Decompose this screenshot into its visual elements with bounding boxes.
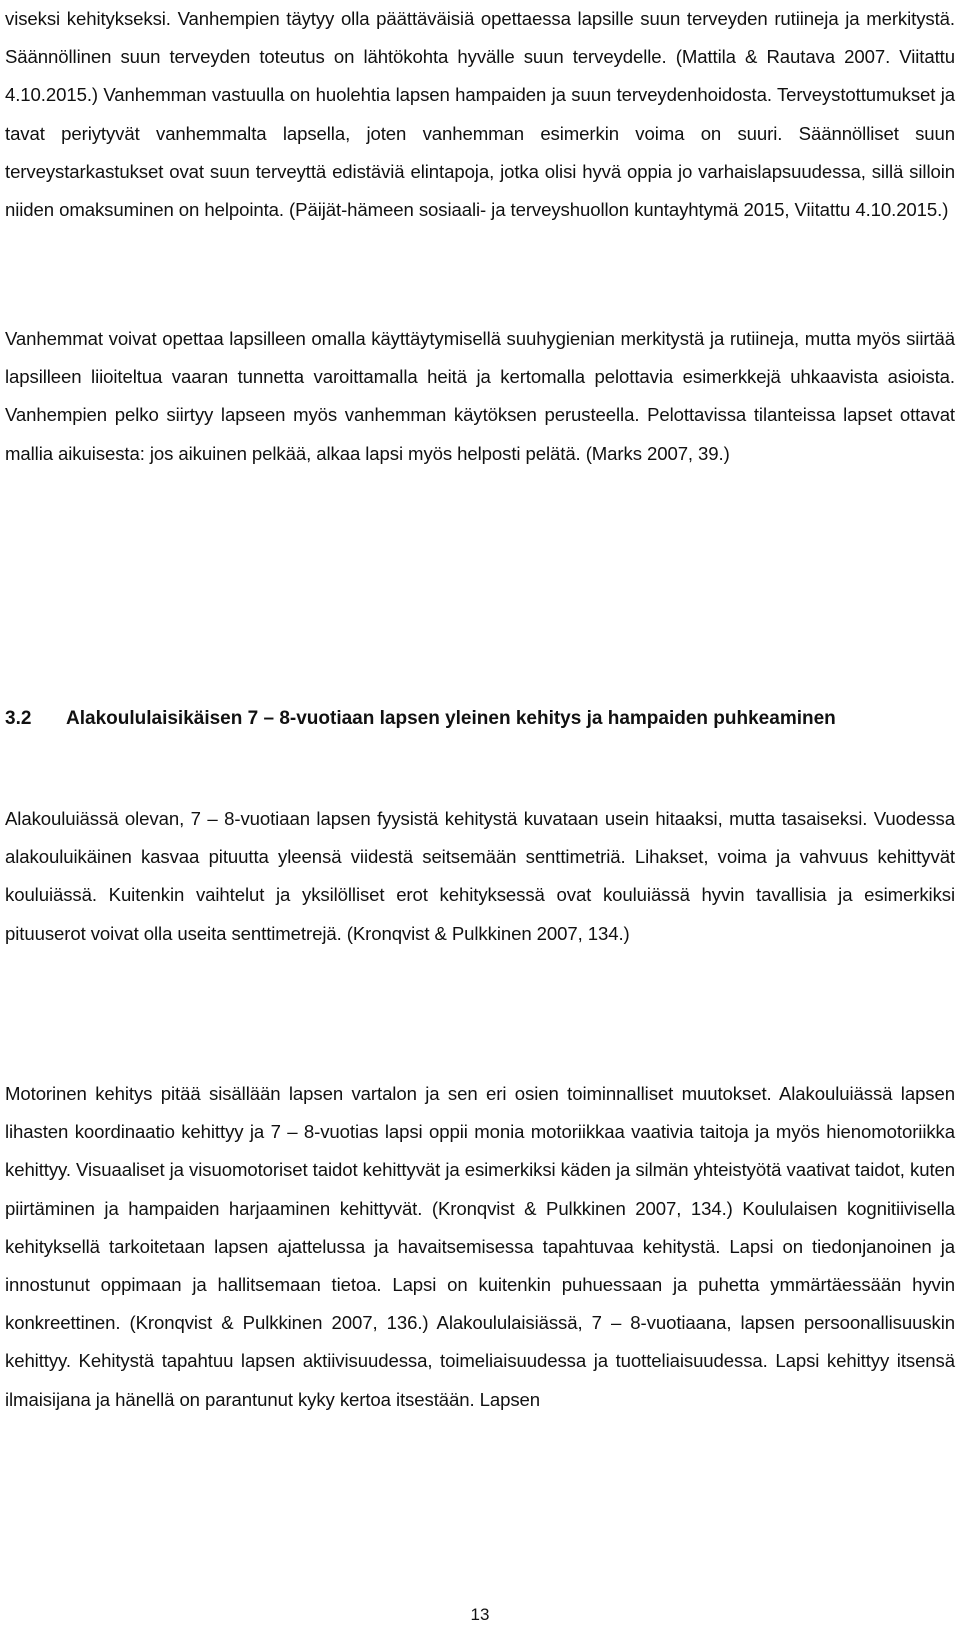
page-number: 13	[470, 1605, 490, 1624]
section-number: 3.2	[5, 708, 32, 729]
paragraph-motor-development: Motorinen kehitys pitää sisällään lapsen vartalon ja sen eri osien toiminnalliset muutokset. Alakouluiässä lapsen lihasten koordinaatio kehittyy ja 7 – 8-vuotias lapsi oppii monia motoriikkaa vaativia taitoja ja myös hienomotoriikka kehittyy. Visuaaliset ja visuomotoriset taidot kehittyvät ja esimerkiksi käden ja silmän yhteistyötä vaativat taidot, kuten piirtäminen ja hampaiden harjaaminen kehittyvät. (Kronqvist & Pulkkinen 2007, 134.) Koululaisen kognitiivisella kehityksellä tarkoitetaan lapsen ajattelussa ja havaitsemisessa tapahtuvaa kehitystä. Lapsi on tiedonjanoinen ja innostunut oppimaan ja hallitsemaan tietoa. Lapsi on kuitenkin puhuessaan ja puhetta ymmärtäessään hyvin konkreettinen. (Kronqvist & Pulkkinen 2007, 136.) Alakoululaisiässä, 7 – 8-vuotiaana, lapsen persoonallisuuskin kehittyy. Kehitystä tapahtuu lapsen aktiivisuudessa, toimeliaisuudessa ja tuotteliaisuudessa. Lapsi kehittyy itsensä ilmaisijana ja hänellä on parantunut kyky kertoa itsestään. Lapsen	[5, 1083, 955, 1410]
paragraph-physical-development: Alakouluiässä olevan, 7 – 8-vuotiaan lapsen fyysistä kehitystä kuvataan usein hitaaksi, mutta tasaiseksi. Vuodessa alakouluikäinen kasvaa pituutta yleensä viidestä seitsemään senttimetriä. Lihakset, voima ja vahvuus kehittyvät kouluiässä. Kuitenkin vaihtelut ja yksilölliset erot kehityksessä ovat kouluiässä hyvin tavallisia ja esimerkiksi pituuserot voivat olla useita senttimetrejä. (Kronqvist & Pulkkinen 2007, 134.)	[5, 808, 955, 944]
paragraph-parental-role: viseksi kehitykseksi. Vanhempien täytyy olla päättäväisiä opettaessa lapsille suun terveyden rutiineja ja merkitystä. Säännöllinen suun terveyden toteutus on lähtökohta hyvälle suun terveydelle. (Mattila & Rautava 2007. Viitattu 4.10.2015.) Vanhemman vastuulla on huolehtia lapsen hampaiden ja suun terveydenhoidosta. Terveystottumukset ja tavat periytyvät vanhemmalta lapsella, joten vanhemman esimerkin voima on suuri. Säännölliset suun terveystarkastukset ovat suun terveyttä edistäviä elintapoja, jotka olisi hyvä oppia jo varhaislapsuudessa, sillä silloin niiden omaksuminen on helpointa. (Päijät-hämeen sosiaali- ja terveyshuollon kuntayhtymä 2015, Viitattu 4.10.2015.)	[5, 8, 955, 221]
section-heading	[5, 700, 955, 738]
section-title: Alakoululaisikäisen 7 – 8-vuotiaan lapsen yleinen kehitys ja hampaiden puhkeaminen	[66, 708, 836, 729]
paragraph-parental-fear: Vanhemmat voivat opettaa lapsilleen omalla käyttäytymisellä suuhygienian merkitystä ja rutiineja, mutta myös siirtää lapsilleen liioiteltua vaaran tunnetta varoittamalla heitä ja kertomalla pelottavia esimerkkejä uhkaavista asioista. Vanhempien pelko siirtyy lapseen myös vanhemman käytöksen perusteella. Pelottavissa tilanteissa lapset ottavat mallia aikuisesta: jos aikuinen pelkää, alkaa lapsi myös helposti pelätä. (Marks 2007, 39.)	[5, 328, 955, 464]
